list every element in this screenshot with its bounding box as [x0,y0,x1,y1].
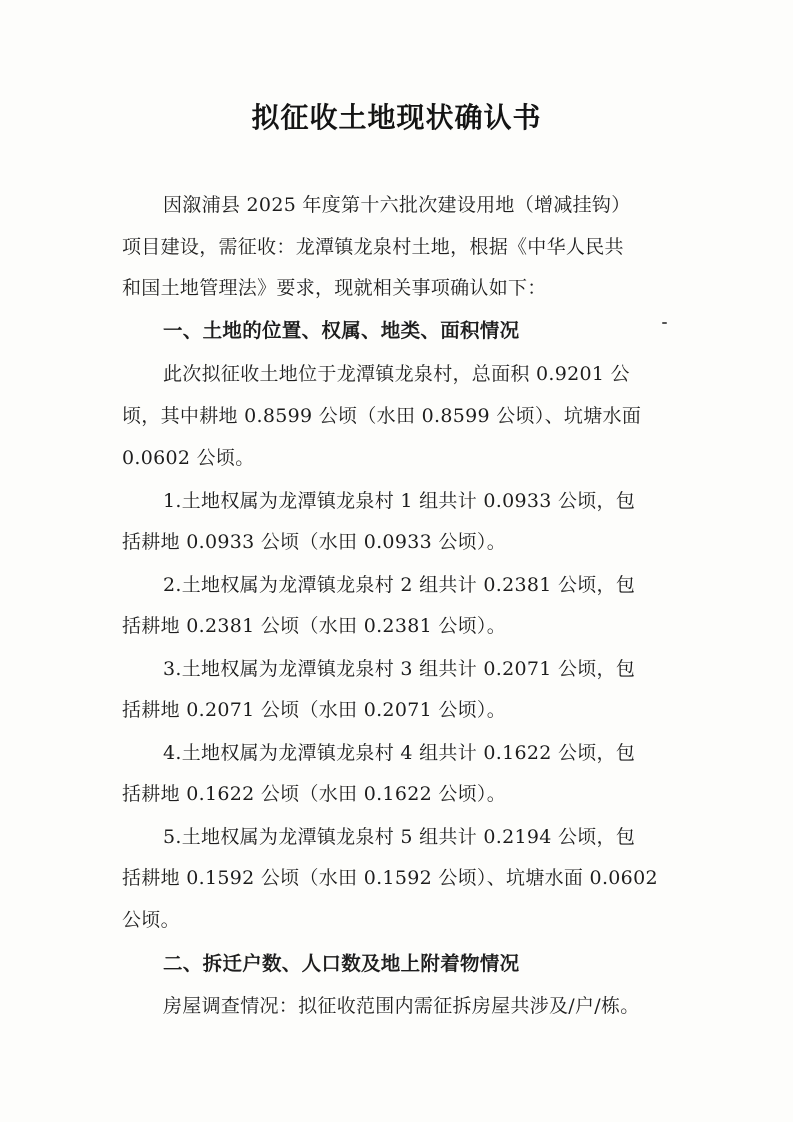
summary-line-2: 顷，其中耕地 0.8599 公顷（水田 0.8599 公顷）、坑塘水面 [122,405,642,427]
document-title: 拟征收土地现状确认书 [251,101,542,134]
intro-line-1: 因溆浦县 2025 年度第十六批次建设用地（增减挂钩） [163,194,631,216]
section-1-heading: 一、土地的位置、权属、地类、面积情况 [163,319,520,342]
section-2-heading: 二、拆迁户数、人口数及地上附着物情况 [163,952,520,975]
item-5-line-2: 括耕地 0.1592 公顷（水田 0.1592 公顷）、坑塘水面 0.0602 [122,867,658,889]
item-4-line-2: 括耕地 0.1622 公顷（水田 0.1622 公顷）。 [122,783,507,805]
item-1-line-1: 1.土地权属为龙潭镇龙泉村 1 组共计 0.0933 公顷，包 [163,490,636,512]
summary-line-3: 0.0602 公顷。 [122,447,255,469]
item-1-line-2: 括耕地 0.0933 公顷（水田 0.0933 公顷）。 [122,531,507,553]
item-3-line-2: 括耕地 0.2071 公顷（水田 0.2071 公顷）。 [122,699,507,721]
summary-line-1: 此次拟征收土地位于龙潭镇龙泉村，总面积 0.9201 公 [163,363,630,385]
item-5-line-1: 5.土地权属为龙潭镇龙泉村 5 组共计 0.2194 公顷，包 [163,826,636,848]
item-4-line-1: 4.土地权属为龙潭镇龙泉村 4 组共计 0.1622 公顷，包 [163,742,636,764]
scan-speck [662,322,667,324]
item-5-line-3: 公顷。 [122,909,180,931]
item-3-line-1: 3.土地权属为龙潭镇龙泉村 3 组共计 0.2071 公顷，包 [163,658,636,680]
intro-line-3: 和国土地管理法》要求，现就相关事项确认如下： [122,277,547,299]
section-2-body: 房屋调查情况：拟征收范围内需征拆房屋共涉及/户/栋。 [163,995,640,1017]
intro-line-2: 项目建设，需征收：龙潭镇龙泉村土地，根据《中华人民共 [122,236,624,258]
item-2-line-1: 2.土地权属为龙潭镇龙泉村 2 组共计 0.2381 公顷，包 [163,574,636,596]
item-2-line-2: 括耕地 0.2381 公顷（水田 0.2381 公顷）。 [122,615,507,637]
